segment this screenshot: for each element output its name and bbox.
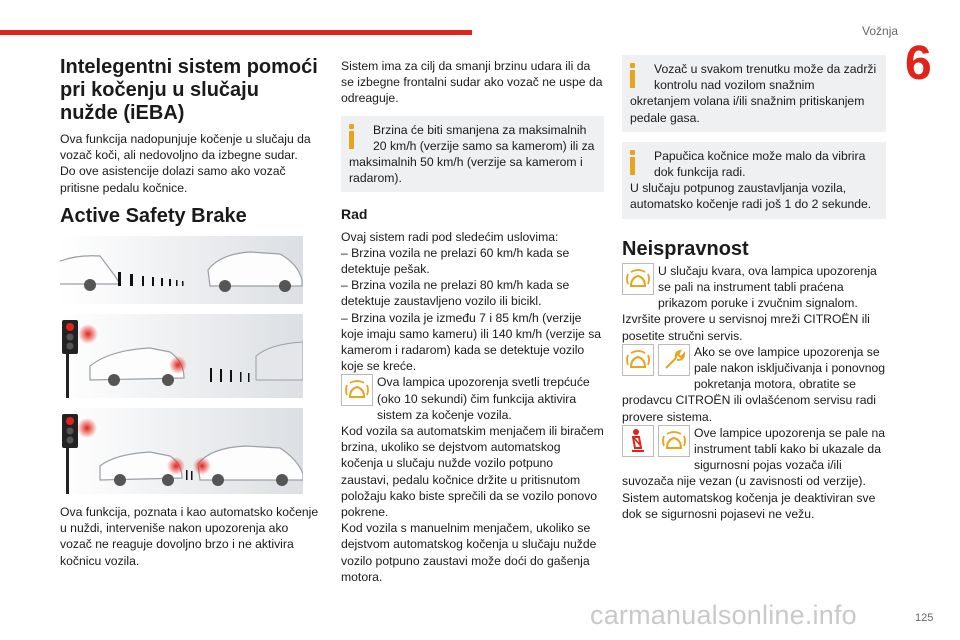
paragraph: Kod vozila s manuelnim menjačem, ukoliko se dejstvom automatskog kočenja u slučaju nužde vozilo potpuno zaustavi može doći do gašenja motora.	[341, 521, 597, 584]
condition-item: – Brzina vozila je između 7 i 85 km/h (verzije koje imaju samo kameru) ili 140 km/h (verzije sa kamerom i radarom) kada se detektuje vozilo koje se kreće.	[341, 310, 602, 374]
paragraph: Do ove asistencije dolazi samo ako vozač pritisne pedalu kočnice.	[60, 164, 286, 195]
warning-row	[622, 263, 886, 312]
watermark: carmanualsonline.info	[590, 600, 857, 630]
illustration-car-following	[60, 236, 303, 304]
seatbelt-icon	[622, 425, 654, 457]
note-text: Papučica kočnice može malo da vibrira dok funkcija radi.	[654, 148, 866, 180]
section-title-neispravnost: Neispravnost	[622, 237, 749, 260]
warning-text: Ove lampice upozorenja se pale na instrument tabli kako bi ukazale da sigurnosni pojas vozača i/ili suvozača nije vezan (u zavisnosti od verzije). Sistem automatskog kočenja je deaktiviran sve dok se sigurnosni pojasevi ne vežu.	[622, 425, 886, 521]
warning-text: Ova lampica upozorenja svetli trepćuće (oko 10 sekundi) čim funkcija aktivira sistem za kočenje vozila.	[377, 375, 590, 422]
info-icon	[630, 63, 636, 89]
column-1	[60, 56, 322, 569]
wrench-icon	[658, 344, 690, 376]
condition-item: – Brzina vozila ne prelazi 80 km/h kada se detektuje zaustavljeno vozilo ili bicikl.	[341, 278, 570, 309]
info-note	[622, 142, 886, 219]
info-note	[341, 116, 604, 193]
collision-warning-icon	[341, 374, 373, 406]
info-note	[622, 55, 886, 132]
paragraph: Ova funkcija nadopunjuje kočenje u slučaju da vozač koči, ali nedovoljno da izbegne sudar.	[60, 132, 311, 163]
paragraph: Ova funkcija, poznata i kao automatsko kočenje u nuždi, interveniše nakon upozorenja ako vozač ne reaguje dovoljno brzo i ne aktivira kočnicu vozila.	[60, 505, 319, 568]
warning-text: Ako se ove lampice upozorenja se pale nakon isključivanja i ponovnog pokretanja motora, obratite se prodavcu CITROËN ili ovlašćenom servisu radi provere sistema.	[622, 344, 886, 424]
note-text: okretanjem volana i/ili snažnim pritiskanjem pedale gasa.	[630, 94, 865, 125]
info-icon	[349, 124, 355, 150]
section-title-ieba: Intelegentni sistem pomoći pri kočenju u slučaju nužde (iEBA)	[60, 56, 318, 124]
section-title-asb: Active Safety Brake	[60, 204, 247, 227]
note-text: Brzina će biti smanjena za maksimalnih 20 km/h (verzije samo sa kamerom) ili za	[373, 122, 595, 153]
warning-text: U slučaju kvara, ova lampica upozorenja se pali na instrument tabli praćena prikazom poruke i zvučnim signalom.	[658, 263, 877, 311]
illustration-traffic-light-1	[60, 314, 303, 398]
collision-warning-icon	[658, 425, 690, 457]
note-text: Vozač u svakom trenutku može da zadrži kontrolu nad vozilom snažnim	[654, 62, 877, 93]
paragraph: Ovaj sistem radi pod sledećim uslovima:	[341, 229, 559, 244]
column-3	[622, 55, 886, 522]
page-number: 125	[915, 612, 934, 624]
warning-row	[341, 374, 604, 423]
condition-item: – Brzina vozila ne prelazi 60 km/h kada se detektuje pešak.	[341, 245, 570, 277]
header-red-bar	[0, 30, 472, 35]
collision-warning-icon	[622, 344, 654, 376]
note-text: U slučaju potpunog zaustavljanja vozila, automatsko kočenje radi još 1 do 2 sekunde.	[630, 181, 872, 212]
warning-row	[622, 425, 886, 522]
subsection-title-rad: Rad	[341, 206, 368, 223]
section-label: Vožnja	[862, 24, 899, 38]
info-icon	[630, 150, 636, 176]
column-2	[341, 58, 604, 585]
paragraph: Sistem ima za cilj da smanji brzinu udara ili da se izbegne frontalni sudar ako vozač ne uspe da odreaguje.	[341, 59, 603, 106]
illustration-traffic-light-2	[60, 408, 303, 494]
note-text: maksimalnih 50 km/h (verzije sa kamerom i radarom).	[349, 155, 583, 186]
collision-warning-icon	[622, 263, 654, 295]
paragraph: Kod vozila sa automatskim menjačem ili biračem brzina, ukoliko se dejstvom automatskog kočenja u slučaju nužde vozilo potpuno zaustavi, pedalu kočnice držite u pritisnutom položaju kako biste sprečili da se vozilo ponovo pokrene.	[341, 424, 604, 520]
chapter-number: 6	[905, 37, 932, 90]
warning-row	[622, 344, 886, 425]
paragraph: Izvršite provere u servisnoj mreži CITROËN ili posetite stručni servis.	[622, 312, 870, 343]
